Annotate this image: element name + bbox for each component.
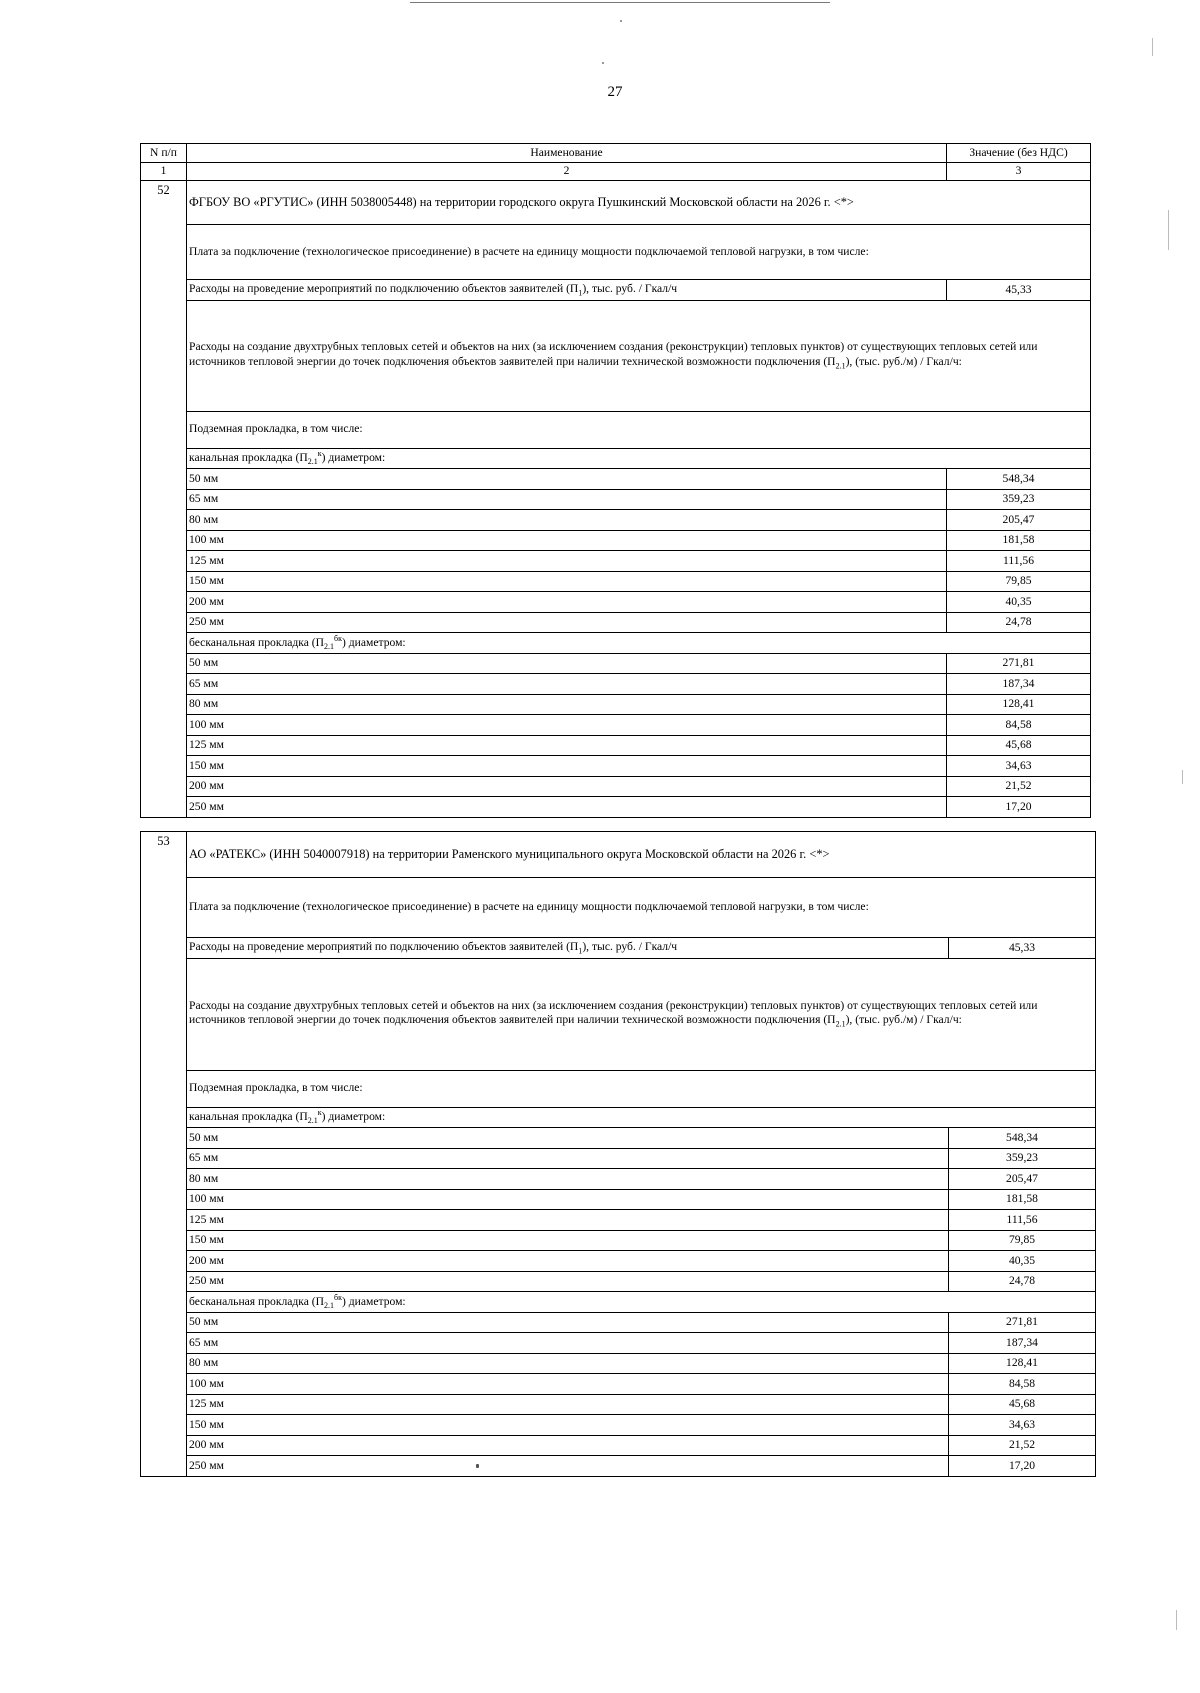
table-row	[141, 592, 1091, 613]
value-cell: 79,85	[947, 571, 1091, 592]
column-number: 1	[141, 163, 187, 181]
tariff-table-1	[140, 143, 1091, 818]
diameter-cell: 250 мм	[187, 612, 947, 633]
value-cell: 359,23	[947, 489, 1091, 510]
table-row	[141, 1456, 1096, 1477]
p21-row	[141, 958, 1096, 1070]
column-number-row	[141, 163, 1091, 181]
diameter-cell: 100 мм	[187, 530, 947, 551]
table-row	[141, 756, 1091, 777]
page-number: 27	[607, 84, 623, 100]
diameter-cell: 250 мм	[187, 797, 947, 818]
header-value: Значение (без НДС)	[947, 144, 1091, 163]
diameter-cell: 50 мм	[187, 1128, 949, 1149]
table-header-row	[141, 144, 1091, 163]
channel-heading: канальная прокладка $(П_{2.1}^к)$ диаметром:	[187, 448, 1091, 469]
table-row	[141, 1230, 1096, 1251]
fee-intro: Плата за подключение (технологическое присоединение) в расчете на единицу мощности подключаемой тепловой нагрузки, в том числе:	[187, 878, 1096, 938]
table-row	[141, 551, 1091, 572]
value-cell: 111,56	[949, 1210, 1096, 1231]
value-cell: 79,85	[949, 1230, 1096, 1251]
row-number: 52	[141, 181, 187, 818]
value-cell: 17,20	[947, 797, 1091, 818]
value-cell: 45,68	[947, 735, 1091, 756]
diameter-cell: 125 мм	[187, 1210, 949, 1231]
table-row	[141, 674, 1091, 695]
diameter-cell: 80 мм	[187, 694, 947, 715]
table-row	[141, 1312, 1096, 1333]
diameter-cell: 250 мм	[187, 1456, 949, 1477]
table-row	[141, 1189, 1096, 1210]
value-cell: 84,58	[947, 715, 1091, 736]
value-cell: 40,35	[947, 592, 1091, 613]
channel-heading-row	[141, 448, 1091, 469]
diameter-cell: 50 мм	[187, 1312, 949, 1333]
value-cell: 24,78	[949, 1271, 1096, 1292]
diameter-cell: 50 мм	[187, 469, 947, 490]
underground-row	[141, 411, 1091, 448]
p1-row	[141, 938, 1096, 959]
value-cell: 84,58	[949, 1374, 1096, 1395]
value-cell: 24,78	[947, 612, 1091, 633]
column-number: 3	[947, 163, 1091, 181]
org-name: АО «РАТЕКС» (ИНН 5040007918) на территории Раменского муниципального округа Московской области на 2026 г. <*>	[187, 832, 1096, 878]
diameter-cell: 150 мм	[187, 571, 947, 592]
nochannel-heading-row	[141, 633, 1091, 654]
channel-heading-row	[141, 1107, 1096, 1128]
diameter-cell: 200 мм	[187, 1251, 949, 1272]
value-cell: 271,81	[947, 653, 1091, 674]
header-num: N п/п	[141, 144, 187, 163]
diameter-cell: 80 мм	[187, 510, 947, 531]
scan-blot	[476, 1464, 479, 1468]
value-cell: 359,23	[949, 1148, 1096, 1169]
p1-label: Расходы на проведение мероприятий по подключению объектов заявителей $(П_1)$, тыс. руб. / Гкал/ч	[187, 280, 947, 301]
diameter-cell: 100 мм	[187, 715, 947, 736]
value-cell: 128,41	[947, 694, 1091, 715]
table-row	[141, 510, 1091, 531]
column-number: 2	[187, 163, 947, 181]
value-cell: 40,35	[949, 1251, 1096, 1272]
value-cell: 181,58	[947, 530, 1091, 551]
table-row	[141, 1128, 1096, 1149]
underground-row	[141, 1070, 1096, 1107]
tariff-table-2	[140, 831, 1096, 1477]
diameter-cell: 100 мм	[187, 1189, 949, 1210]
table-row	[141, 797, 1091, 818]
value-cell: 271,81	[949, 1312, 1096, 1333]
value-cell: 187,34	[947, 674, 1091, 695]
p21-label: Расходы на создание двухтрубных тепловых сетей и объектов на них (за исключением создания (реконструкции) тепловых пунктов) от существующих тепловых сетей или источников тепловой энергии до точек подключения объектов заявителей при наличии технической возможности подключения $(П_{2.1})$, (тыс. руб./м) / Гкал/ч:	[187, 958, 1096, 1070]
diameter-cell: 125 мм	[187, 735, 947, 756]
table-row	[141, 1148, 1096, 1169]
table-row	[141, 1435, 1096, 1456]
value-cell: 34,63	[947, 756, 1091, 777]
p1-row	[141, 280, 1091, 301]
table-row	[141, 653, 1091, 674]
scan-speck	[602, 62, 604, 64]
value-cell: 21,52	[947, 776, 1091, 797]
value-cell: 128,41	[949, 1353, 1096, 1374]
diameter-cell: 100 мм	[187, 1374, 949, 1395]
diameter-cell: 65 мм	[187, 1333, 949, 1354]
table-row	[141, 1210, 1096, 1231]
org-row	[141, 832, 1096, 878]
diameter-cell: 250 мм	[187, 1271, 949, 1292]
underground-label: Подземная прокладка, в том числе:	[187, 1070, 1096, 1107]
diameter-cell: 80 мм	[187, 1353, 949, 1374]
table-row	[141, 530, 1091, 551]
p21-label: Расходы на создание двухтрубных тепловых сетей и объектов на них (за исключением создания (реконструкции) тепловых пунктов) от существующих тепловых сетей или источников тепловой энергии до точек подключения объектов заявителей при наличии технической возможности подключения $(П_{2.1})$, (тыс. руб./м) / Гкал/ч:	[187, 300, 1091, 411]
fee-intro: Плата за подключение (технологическое присоединение) в расчете на единицу мощности подключаемой тепловой нагрузки, в том числе:	[187, 225, 1091, 280]
scan-edge-mark	[1168, 210, 1169, 250]
fee-intro-row	[141, 878, 1096, 938]
diameter-cell: 125 мм	[187, 1394, 949, 1415]
p1-value: 45,33	[949, 938, 1096, 959]
table-row	[141, 571, 1091, 592]
diameter-cell: 65 мм	[187, 674, 947, 695]
scan-edge-mark	[1182, 770, 1183, 784]
diameter-cell: 200 мм	[187, 776, 947, 797]
table-row	[141, 1271, 1096, 1292]
value-cell: 21,52	[949, 1435, 1096, 1456]
nochannel-heading-row	[141, 1292, 1096, 1313]
table-row	[141, 489, 1091, 510]
scan-artifact-top-line	[410, 2, 830, 3]
value-cell: 187,34	[949, 1333, 1096, 1354]
value-cell: 17,20	[949, 1456, 1096, 1477]
table-row	[141, 776, 1091, 797]
fee-intro-row	[141, 225, 1091, 280]
p21-row	[141, 300, 1091, 411]
nochannel-heading: бесканальная прокладка $(П_{2.1}^{бк})$ диаметром:	[187, 1292, 1096, 1313]
diameter-cell: 50 мм	[187, 653, 947, 674]
table-row	[141, 469, 1091, 490]
table-row	[141, 1333, 1096, 1354]
value-cell: 181,58	[949, 1189, 1096, 1210]
table-row	[141, 1394, 1096, 1415]
value-cell: 45,68	[949, 1394, 1096, 1415]
table-row	[141, 1169, 1096, 1190]
diameter-cell: 150 мм	[187, 756, 947, 777]
underground-label: Подземная прокладка, в том числе:	[187, 411, 1091, 448]
row-number: 53	[141, 832, 187, 1477]
table-row	[141, 612, 1091, 633]
diameter-cell: 200 мм	[187, 1435, 949, 1456]
p1-label: Расходы на проведение мероприятий по подключению объектов заявителей $(П_1)$, тыс. руб. / Гкал/ч	[187, 938, 949, 959]
org-name: ФГБОУ ВО «РГУТИС» (ИНН 5038005448) на территории городского округа Пушкинский Московской области на 2026 г. <*>	[187, 181, 1091, 225]
org-row	[141, 181, 1091, 225]
channel-heading: канальная прокладка $(П_{2.1}^к)$ диаметром:	[187, 1107, 1096, 1128]
scan-speck	[620, 20, 622, 22]
scan-edge-mark	[1152, 38, 1153, 56]
diameter-cell: 80 мм	[187, 1169, 949, 1190]
value-cell: 548,34	[947, 469, 1091, 490]
diameter-cell: 65 мм	[187, 1148, 949, 1169]
value-cell: 205,47	[949, 1169, 1096, 1190]
value-cell: 34,63	[949, 1415, 1096, 1436]
diameter-cell: 150 мм	[187, 1415, 949, 1436]
table-row	[141, 694, 1091, 715]
value-cell: 548,34	[949, 1128, 1096, 1149]
table-row	[141, 715, 1091, 736]
table-row	[141, 735, 1091, 756]
value-cell: 205,47	[947, 510, 1091, 531]
table-row	[141, 1374, 1096, 1395]
table-row	[141, 1353, 1096, 1374]
diameter-cell: 65 мм	[187, 489, 947, 510]
table-row	[141, 1251, 1096, 1272]
diameter-cell: 200 мм	[187, 592, 947, 613]
value-cell: 111,56	[947, 551, 1091, 572]
table-row	[141, 1415, 1096, 1436]
header-name: Наименование	[187, 144, 947, 163]
diameter-cell: 125 мм	[187, 551, 947, 572]
diameter-cell: 150 мм	[187, 1230, 949, 1251]
p1-value: 45,33	[947, 280, 1091, 301]
scan-edge-mark	[1176, 1610, 1177, 1630]
nochannel-heading: бесканальная прокладка $(П_{2.1}^{бк})$ диаметром:	[187, 633, 1091, 654]
